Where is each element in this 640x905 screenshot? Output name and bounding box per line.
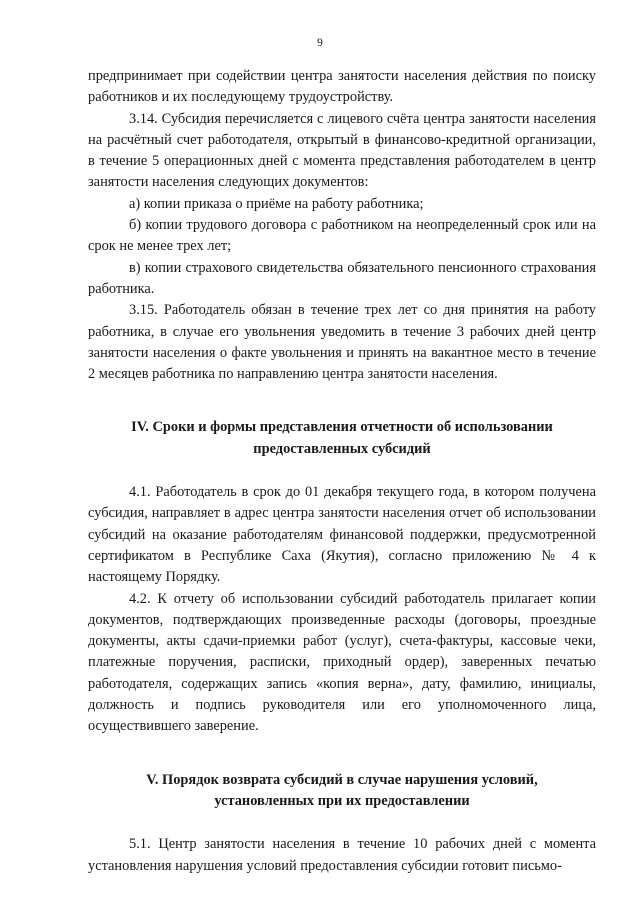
paragraph-3-14: 3.14. Субсидия перечисляется с лицевого счёта центра занятости населения на расчётный счет работодателя, открытый в финансово-кредитной организации, в течение 5 операционных дней с момента представления работодателем в центр занятости населения следующих документов:	[88, 110, 596, 191]
document-body	[88, 66, 596, 877]
list-item-a: а) копии приказа о приёме на работу работника;	[129, 195, 424, 212]
paragraph-4-2: 4.2. К отчету об использовании субсидий работодатель прилагает копии документов, подтверждающих произведенные расходы (договоры, проездные документы, акты сдачи-приемки работ (услуг), счета-фактуры, кассовые чеки, платежные поручения, расписки, приходный ордер), заверенных печатью работодателя, содержащих запись «копия верна», дату, фамилию, инициалы, должность и подпись руководителя или его уполномоченного лица, осуществившего заверение.	[88, 590, 596, 735]
list-item-b: б) копии трудового договора с работником на неопределенный срок или на срок не менее трех лет;	[88, 217, 596, 255]
section-spacer	[88, 738, 596, 770]
section-heading-v: V. Порядок возврата субсидий в случае нарушения условий, установленных при их предоставлении	[146, 771, 538, 809]
paragraph-4-1: 4.1. Работодатель в срок до 01 декабря текущего года, в котором получена субсидия, направляет в адрес центра занятости населения отчет об использовании субсидий на оказание работодателям финансовой поддержки, предусмотренной сертификатом в Республике Саха (Якутия), согласно приложению № 4 к настоящему Порядку.	[88, 484, 596, 586]
paragraph: предпринимает при содействии центра занятости населения действия по поиску работников и их последующему трудоустройству.	[88, 68, 596, 106]
list-item-c: в) копии страхового свидетельства обязательного пенсионного страхования работника.	[88, 259, 596, 297]
section-spacer	[88, 385, 596, 417]
paragraph-3-15: 3.15. Работодатель обязан в течение трех лет со дня принятия на работу работника, в случае его увольнения уведомить в течение 3 рабочих дней центр занятости населения о факте увольнения и принять на вакантное место в течение 2 месяцев работника по направлению центра занятости населения.	[88, 302, 596, 383]
section-heading-iv: IV. Сроки и формы представления отчетности об использовании предоставленных субсидий	[131, 419, 553, 457]
section-spacer	[88, 812, 596, 834]
section-spacer	[88, 460, 596, 482]
paragraph-5-1: 5.1. Центр занятости населения в течение 10 рабочих дней с момента установления нарушения условий предоставления субсидии готовит письмо-	[88, 836, 596, 874]
page-number: 9	[317, 37, 323, 49]
